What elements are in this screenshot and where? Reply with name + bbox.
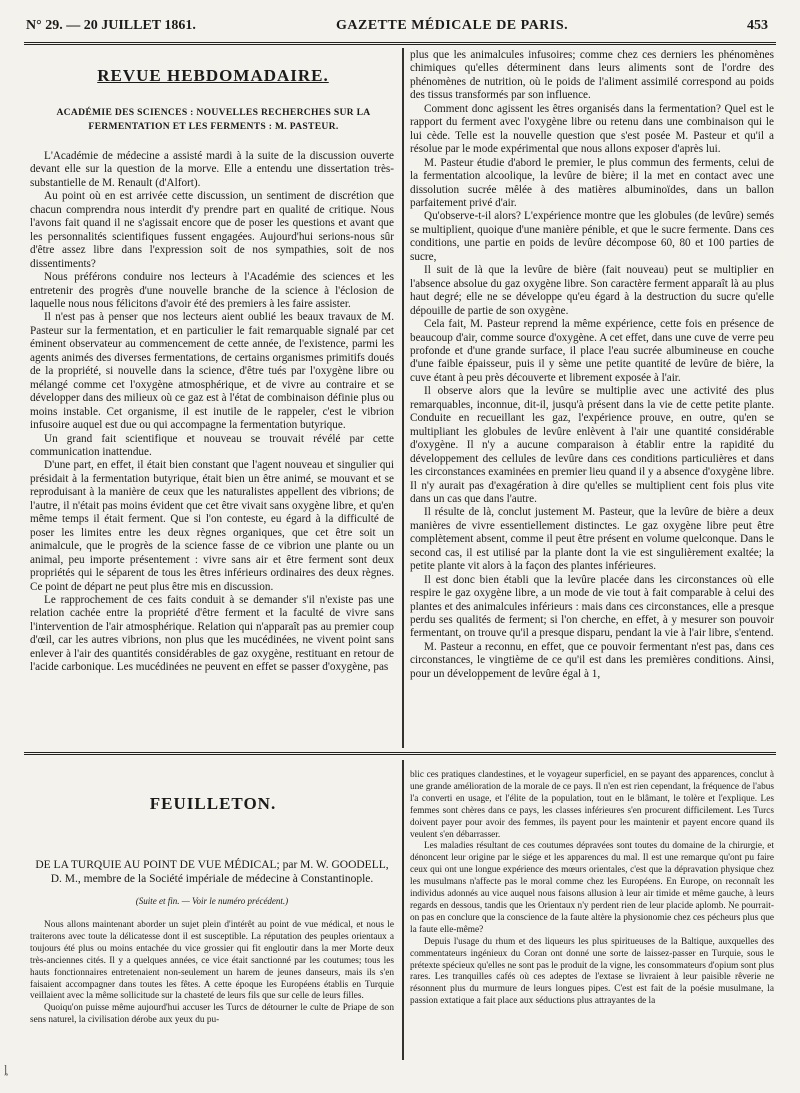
paragraph: Il résulte de là, conclut justement M. Pasteur, que la levûre de bière a deux manières de vivre essentiellement distinctes. Le gaz oxygène libre peut être complètement absent, comme il peut être présent en volume quelconque. Dans le second cas, il est utilisé par la plante dont la vie est singulièrement exaltée; la petite plante vit alors à la façon des plantes inférieures. (410, 506, 774, 573)
page-header (26, 14, 768, 40)
margin-mark: ȴ (4, 1062, 8, 1076)
paragraph: Cela fait, M. Pasteur reprend la même expérience, cette fois en présence de beaucoup d'air, comme source d'oxygène. A cet effet, dans une cuve de verre peu profonde et d'une grande surface, il place l'eau sucrée albumineuse en couche d'une faible épaisseur, puis il y sème une petite quantité de levûre de bière, la cuve étant à peu près découverte et librement exposée à l'air. (410, 318, 774, 384)
paragraph: Qu'observe-t-il alors? L'expérience montre que les globules (de levûre) semés se multiplient, quoique d'une manière pénible, et que le sucre fermente. Dans ces conditions, une partie en poids de levûre décompose 60, 80 et 100 parties de sucre, (410, 210, 774, 263)
revue-right-column (410, 49, 774, 681)
paragraph: Il observe alors que la levûre se multiplie avec une activité des plus remarquables, inconnue, dit-il, jusqu'à présent dans la vie de cette petite plante. Conduite en recueillant les gaz, l'expérience prouve, en outre, qu'en se multipliant les globules de levûre enlèvent à l'air une quantité considérable d'oxygène. Il n'y a aucune comparaison à établir entre la rapidité du développement des cellules de levûre dans ces conditions particulières et dans les circonstances examinées en premier lieu quand il y a absence d'oxygène libre. Il n'y aurait pas d'exagération à dire qu'elles se multiplient cent fois plus vite dans un cas que dans l'autre. (410, 385, 774, 505)
feuilleton-left-column (30, 920, 394, 1027)
paragraph: Comment donc agissent les êtres organisés dans la fermentation? Quel est le rapport du ferment avec l'oxygène libre ou retenu dans une combinaison qui le lui cède. Telle est la nouvelle question que s'est posée M. Pasteur et qu'il a résolue par le mode expérimental que nous allons exposer d'après lui. (410, 102, 774, 156)
feuilleton-right-column (410, 770, 774, 1008)
paragraph: Depuis l'usage du rhum et des liqueurs les plus spiritueuses de la Baltique, auxquelles des commentateurs ingénieux du Coran ont donné une sorte de laissez-passer en Turquie, sous le prétexte spécieux qu'elles ne sont pas le produit de la vigne, les consommateurs d'opium sont plus rares. Les tranquilles cafés où ces adeptes de l'extase se livraient à leur paisible rêverie ne résonnent plus du murmure de leurs longues pipes. C'est est fait de la poésie musulmane, la passion extatique a fait place aux séductions plus attrayantes de la (410, 936, 774, 1007)
column-divider-top (402, 48, 404, 748)
paragraph: D'une part, en effet, il était bien constant que l'agent nouveau et singulier qui présidait à la fermentation butyrique, était bien un être animé, se mouvant et se reproduisant à la manière de ceux que les naturalistes appellent des vibrions; de l'autre, il n'était pas moins évident que cet être vivait sans oxygène libre, et qu'en même temps il était ferment. Que si l'on conteste, eu égard à la difficulté de poser les limites entre les deux règnes organiques, que cet être soit un animalcule, que le progrès de la science fasse de ce vibrion une plante ou un animal, peu importe présentement : vivre sans air et être ferment sont deux propriétés qui le séparent de tous les êtres inférieurs ordinaires des deux règnes. Ce point de départ ne peut plus être mis en discussion. (30, 459, 394, 593)
feuilleton-rule (24, 752, 776, 755)
paragraph: Le rapprochement de ces faits conduit à se demander s'il n'existe pas une relation cachée entre la propriété d'être ferment et la faculté de vivre sans l'intervention de l'air atmosphérique. Relation qui n'apparaît pas au premier coup d'œil, car les autres vibrions, non plus que les mucédinées, ne vivent point sans enlever à l'air des quantités considérables de gaz oxygène, restituant en retour de l'acide carbonique. Les mucédinées ne peuvent en effet se passer d'oxygène, pas (30, 593, 394, 674)
page-number: 453 (747, 18, 768, 33)
section-heading: ACADÉMIE DES SCIENCES : NOUVELLES RECHERCHES SUR LA FERMENTATION ET LES FERMENTS : M. PASTEUR. (56, 107, 371, 132)
paragraph: plus que les animalcules infusoires; comme chez ces derniers les phénomènes chimiques qu'elles déterminent dans leurs aliments sont de l'ordre des phénomènes de nutrition, où le poids de l'aliment assimilé correspond au poids des tissus transformés par son influence. (410, 49, 774, 102)
paragraph: Il est donc bien établi que la levûre placée dans les circonstances où elle respire le gaz oxygène libre, a un mode de vie tout à fait comparable à celui des plantes et des animalcules inférieurs : mais dans ces circonstances, elle a presque perdu ses qualités de ferment; si l'on cherche, en effet, à y mesurer son pouvoir fermentant, on trouve qu'il a presque disparu, pendant la vie à l'air libre, s'entend. (410, 573, 774, 640)
journal-title: GAZETTE MÉDICALE DE PARIS. (336, 18, 569, 33)
paragraph: Nous préférons conduire nos lecteurs à l'Académie des sciences et les entretenir des progrès d'une nouvelle branche de la science à l'éclosion de laquelle nous nous félicitons d'avoir été des premiers à les faire assister. (30, 271, 394, 310)
paragraph: Il suit de là que la levûre de bière (fait nouveau) peut se multiplier en l'absence absolue du gaz oxygène libre. Son caractère ferment apparaît là au plus haut degré; elle ne se développe qu'eu égard à la destruction du sucre qu'elle dépouille de partie de son oxygène. (410, 264, 774, 317)
revue-title: REVUE HEBDOMADAIRE. (97, 66, 329, 85)
feuilleton-subtitle: DE LA TURQUIE AU POINT DE VUE MÉDICAL; par M. W. GOODELL, D. M., membre de la Société impériale de médecine à Constantinople. (35, 859, 389, 885)
paragraph: Un grand fait scientifique et nouveau se trouvait révélé par cette communication inattendue. (30, 432, 394, 458)
paragraph: blic ces pratiques clandestines, et le voyageur superficiel, en se payant des apparences, conclut à une grande amélioration de la morale de ce pays. Il n'en est rien cependant, la fréquence de l'abus l'a converti en usage, et l'élite de la population, tout en le blâmant, le tolère et l'explique. Les femmes sont chères dans ce pays, les classes inférieures s'en procurent difficilement. Les Turcs doivent payer pour avoir des femmes, ils payent pour les maintenir et payent encore quand ils veulent s'en débarrasser. (410, 770, 774, 840)
paragraph: M. Pasteur étudie d'abord le premier, le plus commun des ferments, celui de la fermentation alcoolique, la levûre de bière; il la met en contact avec une dissolution sucrée mêlée à des matières albuminoïdes, dans un ballon parfaitement privé d'air. (410, 156, 774, 209)
header-rule (24, 42, 776, 45)
paragraph: Quoiqu'on puisse même aujourd'hui accuser les Turcs de détourner le culte de Priape de son sens naturel, la civilisation dérobe aux yeux du pu- (30, 1003, 394, 1026)
issue-date: N° 29. — 20 JUILLET 1861. (26, 18, 196, 33)
revue-left-column (30, 150, 394, 675)
continuation-note: (Suite et fin. — Voir le numéro précédent.) (135, 896, 289, 906)
paragraph: Il n'est pas à penser que nos lecteurs aient oublié les beaux travaux de M. Pasteur sur la fermentation, et en particulier le fait remarquable signalé par cet éminent observateur au commencement de cette année, de l'existence, parmi les agents animés des diverses fermentations, de certains organismes primitifs doués de la propriété, si nouvelle dans la science, d'être tués par l'oxygène libre ou mélangé comme cet l'oxygène atmosphérique, et de vivre au contraire et se développer dans des milieux où ce gaz est à l'état de combinaison définie plus ou moins instable. Cet organisme, il est inutile de le rappeler, c'est le vibrion infusoire auquel est due ou qui accompagne la fermentation butyrique. (30, 311, 394, 432)
paragraph: Au point où en est arrivée cette discussion, un sentiment de discrétion que chacun comprendra nous interdit d'y prendre part en qualité de critique. Nous l'avons fait quand il ne s'agissait encore que de poser les questions et avant que les personnalités scientifiques fussent engagées. Aujourd'hui serions-nous sûr d'être assez libre dans l'expression soit de nos sympathies, soit de nos dissentiments? (30, 190, 394, 270)
paragraph: Les maladies résultant de ces coutumes dépravées sont toutes du domaine de la chirurgie, et dénoncent leur origine par le siége et les apparences du mal. Il est une remarque qu'ont pu faire ceux qui ont une longue expérience des mœurs orientales, c'est que la dépravation physique chez les musulmans n'affecte pas le moral comme chez les Européens. En Europe, on reconnaît les individus adonnés au vice auquel nous faisons allusion à leur air timide et même gauche, à leurs regards en dessous, tandis que les Orientaux n'y perdent rien de leur placide aplomb. Ne pourrait-on pas en conclure que la conscience de la faute altère la physionomie chez ces pécheurs plus que la faute elle-même? (410, 841, 774, 935)
paragraph: M. Pasteur a reconnu, en effet, que ce pouvoir fermentant n'est pas, dans ces circonstances, le vingtième de ce qu'il est dans les premières conditions. Ainsi, pour un développement de levûre égal à 1, (410, 640, 774, 680)
column-divider-bottom (402, 760, 404, 1060)
paragraph: Nous allons maintenant aborder un sujet plein d'intérêt au point de vue médical, et nous le traiterons avec toute la délicatesse dont il est susceptible. La réputation des peuples orientaux a toujours été plus ou moins entachée du vice grossier qui fit engloutir dans la mer Morte deux très-anciennes cités. Il y a quelques années, ce vice était sanctionné par les coutumes; tous les hauts fonctionnaires entretenaient non-seulement un harem de jeunes danseurs, mais ils s'en faisaient accompagner dans toutes les fêtes. A cette époque les Européens établis en Turquie veillaient avec la même sollicitude sur la chasteté de leurs fils que sur celle de leurs filles. (30, 920, 394, 1002)
feuilleton-title: FEUILLETON. (149, 794, 277, 813)
paragraph: L'Académie de médecine a assisté mardi à la suite de la discussion ouverte devant elle sur la question de la morve. Elle a entendu une dissertation très-substantielle de M. Renault (d'Alfort). (30, 150, 394, 189)
